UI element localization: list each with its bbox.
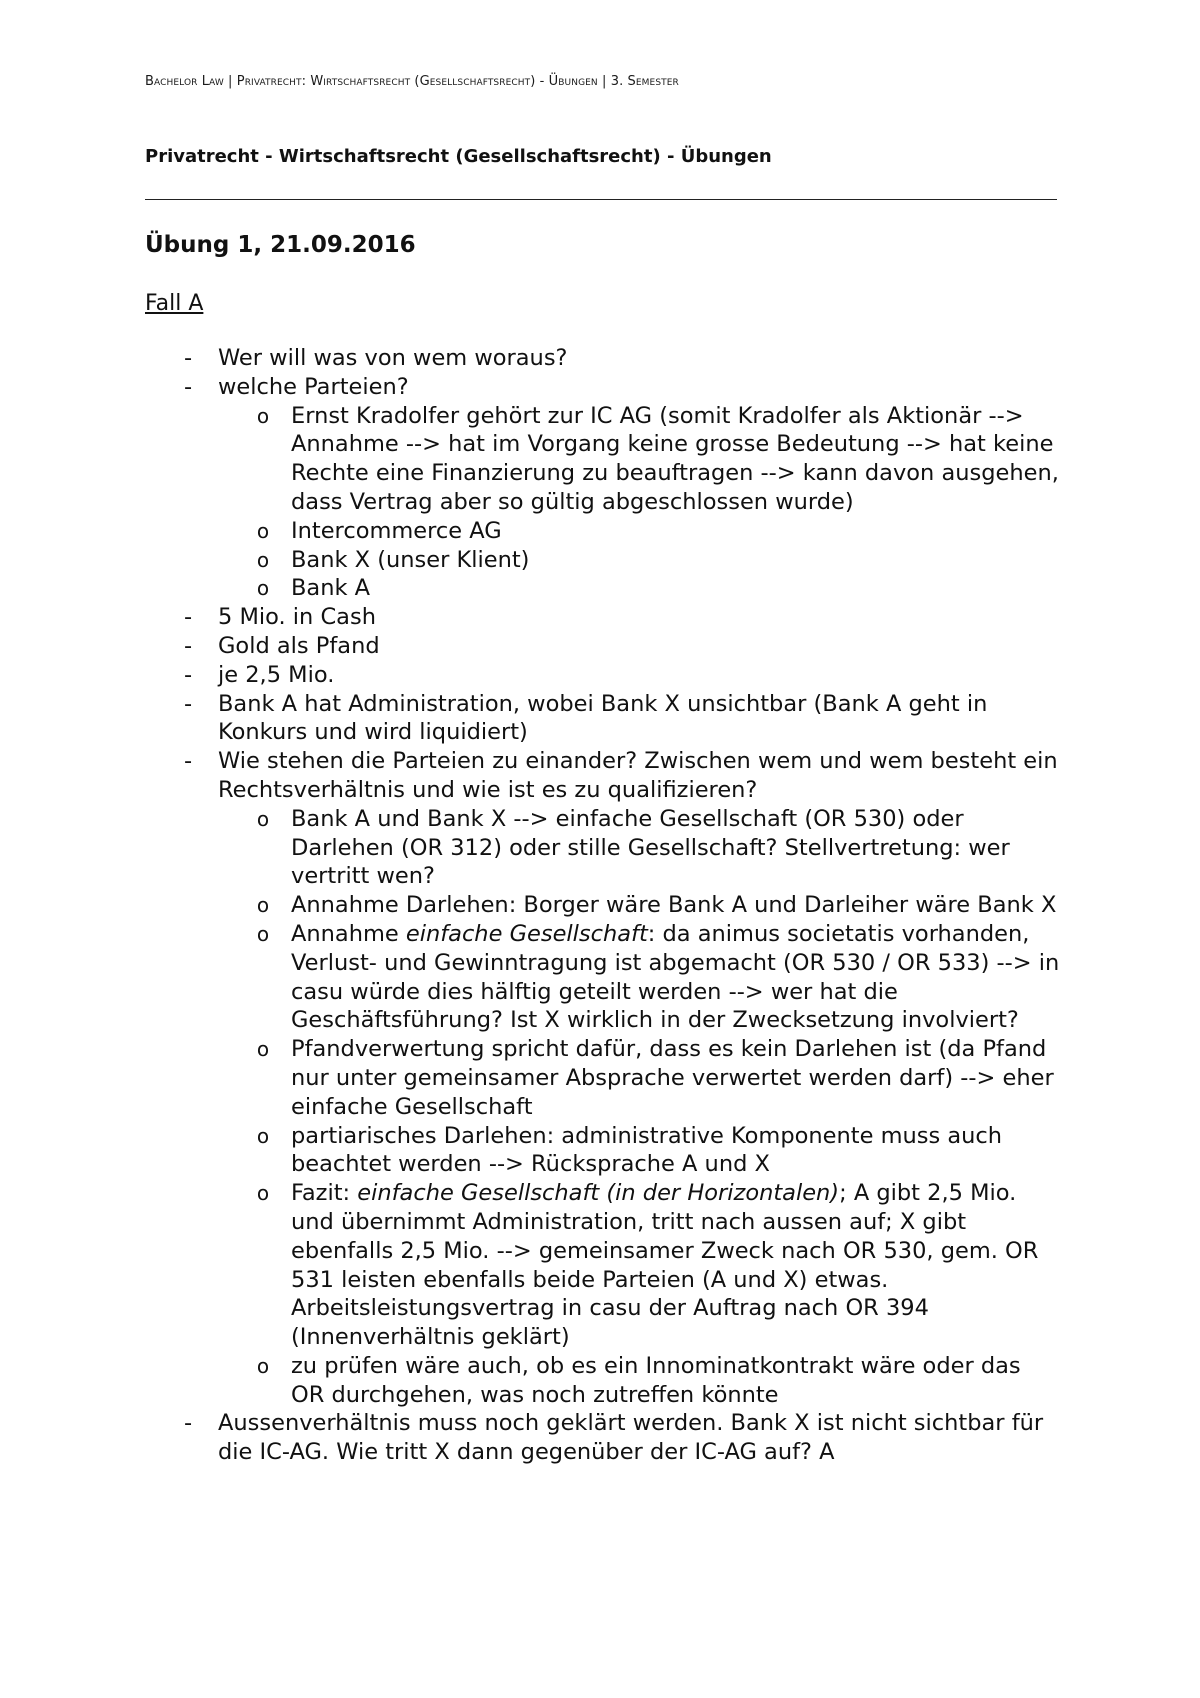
sub-list-item <box>0 805 1061 891</box>
text-plain: ; A gibt 2,5 Mio. und übernimmt Administration, tritt nach aussen auf; X gibt ebenfalls 2,5 Mio. --> gemeinsamer Zweck nach OR 530, gem. OR 531 leisten ebenfalls beide Parteien (A und X) etwas. Arbeitsleistungsvertrag in casu der Auftrag nach OR 394 (Innenverhältnis geklärt) <box>291 1180 1039 1351</box>
dash-bullet: - <box>183 345 193 371</box>
list-item <box>0 632 1058 661</box>
circle-bullet: o <box>256 1037 270 1062</box>
sub-list-item <box>0 517 1061 546</box>
text-plain: : da animus societatis vorhanden, Verlust- und Gewinntragung ist abgemacht (OR 530 / OR 533) --> in casu würde dies hälftig geteilt werden --> wer hat die Geschäftsführung? Ist X wirklich in der Zwecksetzung involviert? <box>291 920 1060 1034</box>
dash-bullet: - <box>183 632 193 659</box>
list-item-text: Wie stehen die Parteien zu einander? Zwischen wem und wem besteht ein Rechtsverhältnis und wie ist es zu qualifizieren? <box>218 748 1058 803</box>
list-item-text: Intercommerce AG <box>291 517 502 544</box>
sub-list-item <box>0 402 1061 517</box>
list-item-text: 5 Mio. in Cash <box>218 604 376 631</box>
list-item-text <box>291 1179 1061 1352</box>
circle-bullet: o <box>256 518 270 543</box>
list-item-text <box>291 920 1061 1035</box>
circle-bullet: o <box>256 1353 270 1378</box>
list-item <box>0 690 1058 748</box>
sub-list-item <box>0 1179 1061 1352</box>
dash-bullet: - <box>183 690 193 717</box>
circle-bullet: o <box>256 1123 270 1148</box>
list-item-text: Bank A hat Administration, wobei Bank X unsichtbar (Bank A geht in Konkurs und wird liquidiert) <box>218 690 988 746</box>
list-item-text: je 2,5 Mio. <box>218 661 335 688</box>
list-item <box>0 344 1058 373</box>
sub-list-item <box>0 920 1061 1035</box>
list-item-text: Annahme Darlehen: Borger wäre Bank A und Darleiher wäre Bank X <box>291 892 1057 919</box>
list-item-text: partiarisches Darlehen: administrative Komponente muss auch beachtet werden --> Rücksprache A und X <box>291 1122 1003 1178</box>
list-item-text: Bank A und Bank X --> einfache Gesellschaft (OR 530) oder Darlehen (OR 312) oder stille Gesellschaft? Stellvertretung: wer vertritt wen? <box>291 805 1010 890</box>
sub-list-item <box>0 1122 1061 1180</box>
circle-bullet: o <box>256 1181 270 1206</box>
sub-list-item <box>0 574 1061 603</box>
list-item-text: Ernst Kradolfer gehört zur IC AG (somit Kradolfer als Aktionär --> Annahme --> hat im Vorgang keine grosse Bedeutung --> hat keine Rechte eine Finanzierung zu beauftragen --> kann davon ausgehen, dass Vertrag aber so gültig abgeschlossen wurde) <box>291 402 1059 515</box>
circle-bullet: o <box>256 893 270 918</box>
list-item-text: Gold als Pfand <box>218 632 380 659</box>
dash-bullet: - <box>183 661 193 688</box>
list-item <box>0 1409 1058 1467</box>
text-emphasis: einfache Gesellschaft <box>405 920 648 947</box>
list-item <box>0 661 1058 690</box>
circle-bullet: o <box>256 921 270 946</box>
text-plain: Annahme <box>291 920 406 947</box>
text-plain: Fazit: <box>291 1180 358 1207</box>
dash-bullet: - <box>183 373 193 400</box>
dash-bullet: - <box>183 748 193 775</box>
title-divider <box>145 199 1057 200</box>
list-item-text: welche Parteien? <box>218 373 409 400</box>
section-heading: Übung 1, 21.09.2016 <box>145 232 416 258</box>
document-title: Privatrecht - Wirtschaftsrecht (Gesellschaftsrecht) - Übungen <box>145 146 772 167</box>
sub-list-item <box>0 1352 1061 1410</box>
circle-bullet: o <box>256 576 270 601</box>
dash-bullet: - <box>183 1410 193 1437</box>
circle-bullet: o <box>256 806 270 831</box>
list-item-text: Pfandverwertung spricht dafür, dass es kein Darlehen ist (da Pfand nur unter gemeinsamer Absprache verwertet werden darf) --> eher einfache Gesellschaft <box>291 1036 1054 1120</box>
circle-bullet: o <box>256 547 270 572</box>
list-item-text: zu prüfen wäre auch, ob es ein Innominatkontrakt wäre oder das OR durchgehen, was noch zutreffen könnte <box>291 1352 1021 1408</box>
circle-bullet: o <box>256 403 270 428</box>
list-item-text: Bank A <box>291 575 371 602</box>
list-item <box>0 603 1058 632</box>
list-item <box>0 373 1058 402</box>
notes-list <box>0 344 1200 1467</box>
running-header: Bachelor Law | Privatrecht: Wirtschaftsrecht (Gesellschaftsrecht) - Übungen | 3. Semester <box>145 74 679 89</box>
sub-list-item <box>0 546 1061 575</box>
text-emphasis: einfache Gesellschaft (in der Horizontalen) <box>357 1180 840 1207</box>
sub-list-item <box>0 1035 1061 1121</box>
list-item-text: Wer will was von wem woraus? <box>218 345 568 371</box>
list-item-text: Bank X (unser Klient) <box>291 546 530 573</box>
dash-bullet: - <box>183 604 193 631</box>
list-item-text: Aussenverhältnis muss noch geklärt werden. Bank X ist nicht sichtbar für die IC-AG. Wie tritt X dann gegenüber der IC-AG auf? A <box>218 1410 1044 1466</box>
sub-list-item <box>0 891 1061 920</box>
list-item <box>0 747 1058 805</box>
case-heading: Fall A <box>145 291 204 316</box>
